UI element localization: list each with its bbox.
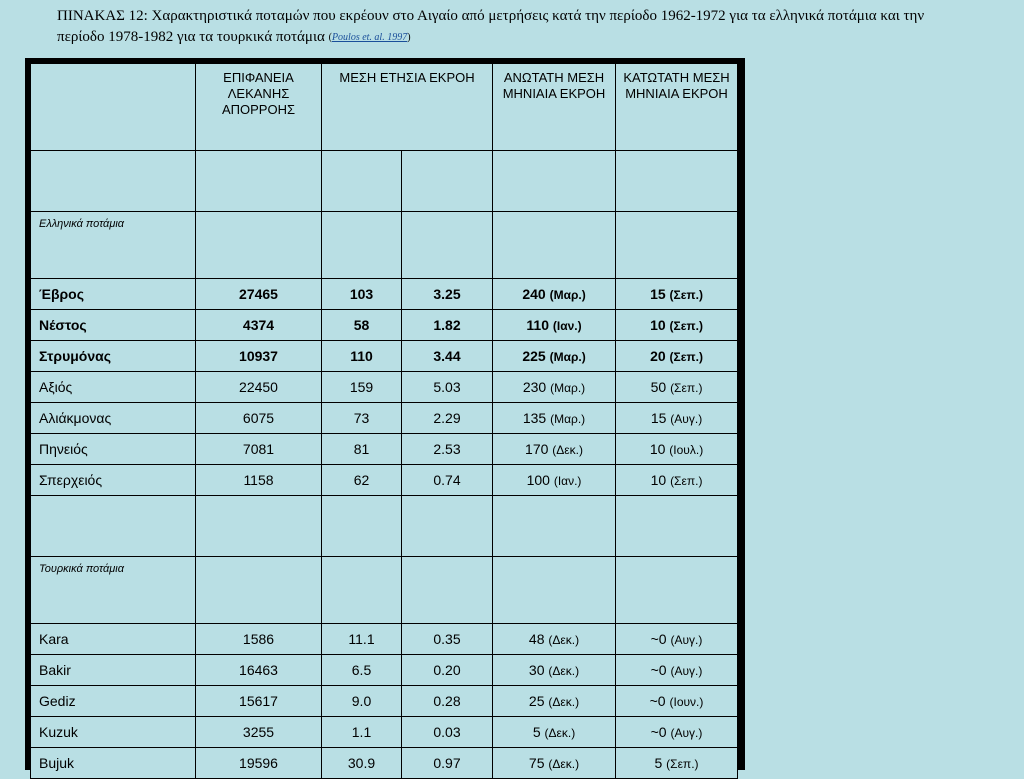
max-monthly-flow: 30 (Δεκ.) [493, 655, 616, 686]
header-max-monthly-flow: ΑΝΩΤΑΤΗ ΜΕΣΗ ΜΗΝΙΑΙΑ ΕΚΡΟΗ [493, 64, 616, 151]
mean-annual-flow-alt: 3.25 [402, 279, 493, 310]
header-area: ΕΠΙΦΑΝΕΙΑ ΛΕΚΑΝΗΣ ΑΠΟΡΡΟΗΣ [196, 64, 322, 151]
max-monthly-flow: 135 (Μαρ.) [493, 403, 616, 434]
mean-annual-flow-alt: 0.74 [402, 465, 493, 496]
basin-area: 27465 [196, 279, 322, 310]
mean-annual-flow: 6.5 [322, 655, 402, 686]
rivers-table [30, 63, 738, 779]
basin-area: 16463 [196, 655, 322, 686]
header-min-monthly-flow: ΚΑΤΩΤΑΤΗ ΜΕΣΗ ΜΗΝΙΑΙΑ ΕΚΡΟΗ [616, 64, 738, 151]
min-monthly-flow: ~0 (Αυγ.) [616, 655, 738, 686]
max-monthly-flow: 75 (Δεκ.) [493, 748, 616, 779]
header-empty-cell [31, 64, 196, 151]
min-monthly-flow: 15 (Σεπ.) [616, 279, 738, 310]
header-row [31, 64, 738, 151]
table-frame [25, 58, 745, 770]
max-monthly-flow: 230 (Μαρ.) [493, 372, 616, 403]
river-name: Έβρος [31, 279, 196, 310]
mean-annual-flow-alt: 1.82 [402, 310, 493, 341]
max-monthly-flow: 240 (Μαρ.) [493, 279, 616, 310]
mean-annual-flow: 11.1 [322, 624, 402, 655]
river-name: Bujuk [31, 748, 196, 779]
mean-annual-flow-alt: 0.35 [402, 624, 493, 655]
basin-area: 7081 [196, 434, 322, 465]
blank-row [31, 496, 738, 557]
mean-annual-flow: 103 [322, 279, 402, 310]
min-monthly-flow: 10 (Ιουλ.) [616, 434, 738, 465]
min-monthly-flow: ~0 (Αυγ.) [616, 624, 738, 655]
mean-annual-flow-alt: 5.03 [402, 372, 493, 403]
turkish-river-row [31, 624, 738, 655]
turkish-river-row [31, 686, 738, 717]
min-monthly-flow: 50 (Σεπ.) [616, 372, 738, 403]
basin-area: 10937 [196, 341, 322, 372]
min-monthly-flow: 10 (Σεπ.) [616, 465, 738, 496]
max-monthly-flow: 100 (Ιαν.) [493, 465, 616, 496]
river-name: Kuzuk [31, 717, 196, 748]
min-monthly-flow: 20 (Σεπ.) [616, 341, 738, 372]
river-name: Αξιός [31, 372, 196, 403]
table-caption [57, 6, 957, 48]
mean-annual-flow: 73 [322, 403, 402, 434]
basin-area: 15617 [196, 686, 322, 717]
section-label-greek: Ελληνικά ποτάμια [31, 212, 196, 279]
max-monthly-flow: 25 (Δεκ.) [493, 686, 616, 717]
greek-river-row [31, 279, 738, 310]
max-monthly-flow: 225 (Μαρ.) [493, 341, 616, 372]
max-monthly-flow: 170 (Δεκ.) [493, 434, 616, 465]
caption-text: ΠΙΝΑΚΑΣ 12: Χαρακτηριστικά ποταμών που εκρέουν στο Αιγαίο από μετρήσεις κατά την περίοδο 1962-1972 για τα ελληνικά ποτάμια και την περίοδο 1978-1982 για τα τουρκικά ποτάμια [57, 8, 925, 45]
river-name: Bakir [31, 655, 196, 686]
basin-area: 3255 [196, 717, 322, 748]
basin-area: 4374 [196, 310, 322, 341]
mean-annual-flow: 30.9 [322, 748, 402, 779]
river-name: Αλιάκμονας [31, 403, 196, 434]
mean-annual-flow-alt: 2.53 [402, 434, 493, 465]
section-row-greek [31, 212, 738, 279]
min-monthly-flow: 10 (Σεπ.) [616, 310, 738, 341]
basin-area: 6075 [196, 403, 322, 434]
mean-annual-flow-alt: 2.29 [402, 403, 493, 434]
mean-annual-flow: 159 [322, 372, 402, 403]
turkish-river-row [31, 717, 738, 748]
basin-area: 1586 [196, 624, 322, 655]
mean-annual-flow: 9.0 [322, 686, 402, 717]
blank-row [31, 151, 738, 212]
caption-reference: (Poulos et. al. 1997) [328, 32, 411, 43]
header-mean-annual-flow: ΜΕΣΗ ΕΤΗΣΙΑ ΕΚΡΟΗ [322, 64, 493, 151]
mean-annual-flow-alt: 0.03 [402, 717, 493, 748]
turkish-river-row [31, 748, 738, 779]
min-monthly-flow: ~0 (Ιουν.) [616, 686, 738, 717]
mean-annual-flow-alt: 3.44 [402, 341, 493, 372]
greek-river-row [31, 434, 738, 465]
section-row-turkish [31, 557, 738, 624]
river-name: Πηνειός [31, 434, 196, 465]
min-monthly-flow: ~0 (Αυγ.) [616, 717, 738, 748]
max-monthly-flow: 5 (Δεκ.) [493, 717, 616, 748]
basin-area: 1158 [196, 465, 322, 496]
basin-area: 19596 [196, 748, 322, 779]
mean-annual-flow-alt: 0.28 [402, 686, 493, 717]
basin-area: 22450 [196, 372, 322, 403]
mean-annual-flow: 62 [322, 465, 402, 496]
river-name: Νέστος [31, 310, 196, 341]
mean-annual-flow: 81 [322, 434, 402, 465]
greek-river-row [31, 465, 738, 496]
greek-river-row [31, 403, 738, 434]
river-name: Kara [31, 624, 196, 655]
reference-link[interactable]: Poulos et. al. 1997 [331, 32, 408, 43]
max-monthly-flow: 48 (Δεκ.) [493, 624, 616, 655]
greek-river-row [31, 310, 738, 341]
min-monthly-flow: 15 (Αυγ.) [616, 403, 738, 434]
mean-annual-flow-alt: 0.20 [402, 655, 493, 686]
mean-annual-flow: 110 [322, 341, 402, 372]
river-name: Gediz [31, 686, 196, 717]
greek-river-row [31, 341, 738, 372]
mean-annual-flow-alt: 0.97 [402, 748, 493, 779]
section-label-turkish: Τουρκικά ποτάμια [31, 557, 196, 624]
mean-annual-flow: 1.1 [322, 717, 402, 748]
greek-river-row [31, 372, 738, 403]
river-name: Στρυμόνας [31, 341, 196, 372]
mean-annual-flow: 58 [322, 310, 402, 341]
min-monthly-flow: 5 (Σεπ.) [616, 748, 738, 779]
turkish-river-row [31, 655, 738, 686]
river-name: Σπερχειός [31, 465, 196, 496]
max-monthly-flow: 110 (Ιαν.) [493, 310, 616, 341]
